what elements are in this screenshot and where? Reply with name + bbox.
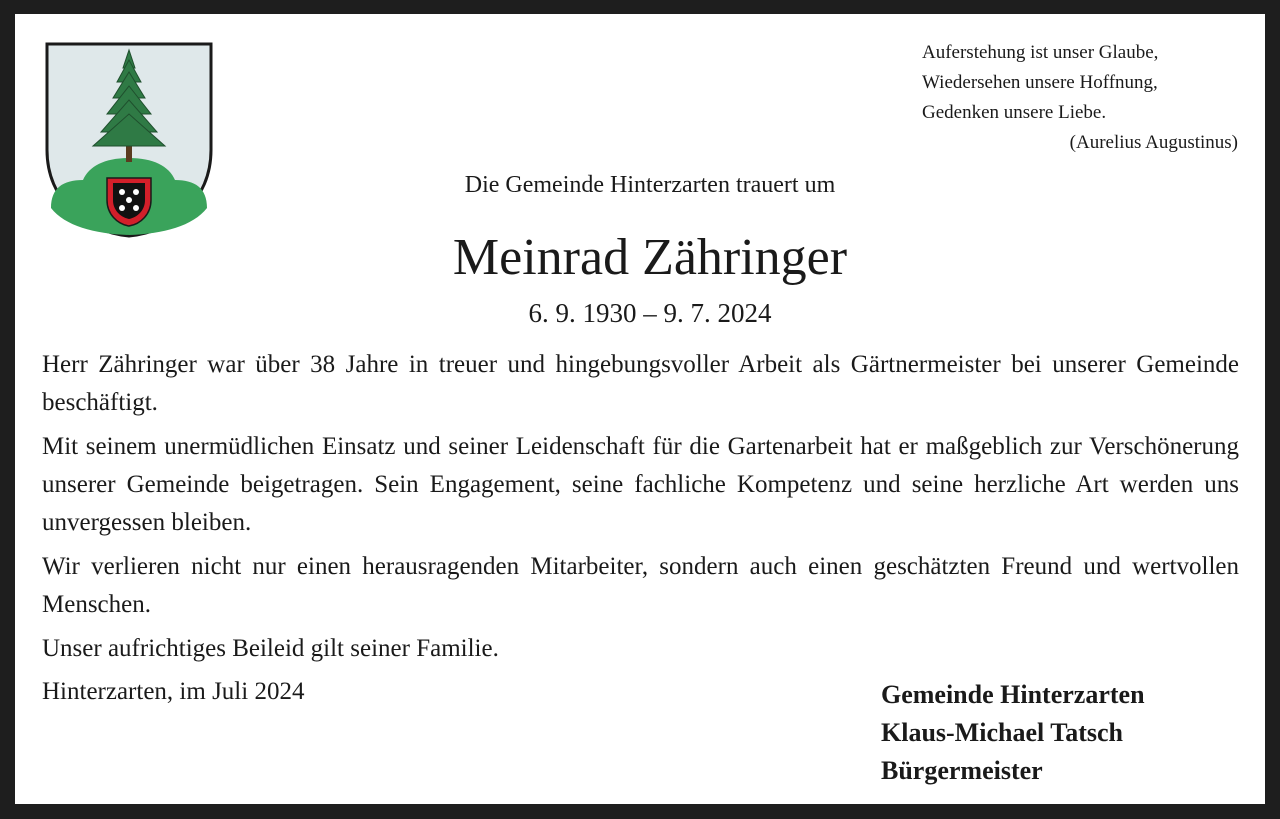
- signature-block: [881, 676, 1145, 790]
- fir-tree-coat-of-arms-icon: [43, 40, 215, 240]
- life-dates-text: 6. 9. 1930 – 9. 7. 2024: [528, 298, 772, 328]
- motto-author: (Aurelius Augustinus): [1069, 132, 1238, 153]
- intro-line: [15, 172, 1265, 199]
- deceased-name: [15, 226, 1265, 290]
- signature-organization: Gemeinde Hinterzarten: [881, 680, 1145, 709]
- coat-of-arms: [43, 40, 215, 240]
- motto-line: Wiedersehen unsere Hoffnung,: [922, 72, 1158, 93]
- deceased-name-text: Meinrad Zähringer: [452, 229, 848, 286]
- body-paragraph: Mit seinem unermüdlichen Einsatz und seiner Leidenschaft für die Gartenarbeit hat er maßgeblich zur Verschönerung unserer Gemeinde beigetragen. Sein Engagement, seine fachliche Kompetenz und seine herzliche Art werden uns unvergessen bleiben.: [42, 433, 1239, 536]
- signature-title: Bürgermeister: [881, 756, 1043, 785]
- obituary-body: [42, 346, 1239, 674]
- body-paragraph: Wir verlieren nicht nur einen herausragenden Mitarbeiter, sondern auch einen geschätzten Freund und wertvollen Menschen.: [42, 553, 1239, 618]
- place-and-date: Hinterzarten, im Juli 2024: [42, 678, 305, 705]
- motto-line: Auferstehung ist unser Glaube,: [922, 42, 1159, 63]
- motto-quote: [922, 38, 1242, 158]
- life-dates: [15, 298, 1265, 329]
- signature-person: Klaus-Michael Tatsch: [881, 718, 1123, 747]
- body-paragraph: Unser aufrichtiges Beileid gilt seiner Familie.: [42, 635, 499, 662]
- obituary-notice: [15, 14, 1265, 804]
- body-paragraph: Herr Zähringer war über 38 Jahre in treuer und hingebungsvoller Arbeit als Gärtnermeister bei unserer Gemeinde beschäftigt.: [42, 351, 1239, 416]
- motto-line: Gedenken unsere Liebe.: [922, 102, 1107, 123]
- intro-text: Die Gemeinde Hinterzarten trauert um: [464, 172, 836, 198]
